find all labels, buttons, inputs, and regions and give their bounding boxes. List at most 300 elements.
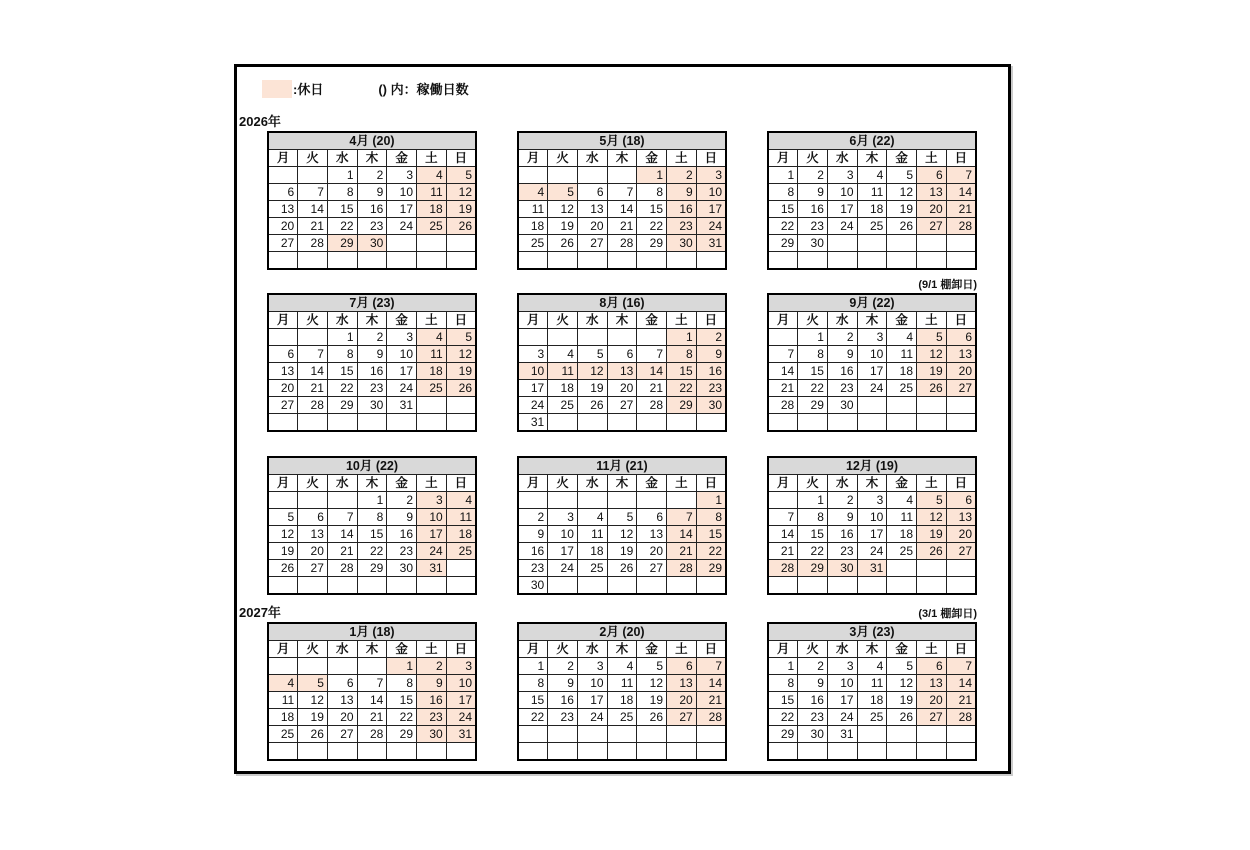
day-cell: 11 — [887, 509, 917, 526]
day-cell: 23 — [827, 380, 857, 397]
day-cell: 16 — [827, 363, 857, 380]
empty-cell — [857, 397, 887, 414]
day-cell: 13 — [327, 692, 357, 709]
day-cell: 21 — [768, 380, 798, 397]
empty-cell — [696, 577, 726, 595]
day-cell: 9 — [548, 675, 578, 692]
day-cell: 9 — [387, 509, 417, 526]
day-cell: 23 — [667, 218, 697, 235]
day-cell: 8 — [768, 675, 798, 692]
empty-cell — [857, 743, 887, 760]
empty-cell — [768, 492, 798, 509]
day-cell: 11 — [887, 346, 917, 363]
weekday-header: 月 — [518, 475, 548, 492]
empty-cell — [857, 414, 887, 431]
day-cell: 13 — [637, 526, 667, 543]
day-cell: 18 — [887, 363, 917, 380]
weekday-header: 金 — [637, 150, 667, 167]
empty-cell — [417, 252, 447, 269]
day-cell: 18 — [417, 363, 447, 380]
day-cell: 28 — [637, 397, 667, 414]
empty-cell — [607, 167, 637, 184]
day-cell: 30 — [387, 560, 417, 577]
weekday-header: 火 — [298, 475, 328, 492]
day-cell: 1 — [768, 658, 798, 675]
day-cell: 11 — [446, 509, 476, 526]
empty-cell — [637, 492, 667, 509]
day-cell: 13 — [607, 363, 637, 380]
day-cell: 21 — [327, 543, 357, 560]
weekday-header: 木 — [857, 312, 887, 329]
weekday-header: 水 — [327, 475, 357, 492]
day-cell: 28 — [327, 560, 357, 577]
day-cell: 26 — [268, 560, 298, 577]
empty-cell — [667, 726, 697, 743]
empty-cell — [946, 414, 976, 431]
day-cell: 16 — [696, 363, 726, 380]
empty-cell — [887, 577, 917, 594]
day-cell: 12 — [446, 346, 476, 363]
day-cell: 16 — [417, 692, 447, 709]
day-cell: 23 — [827, 543, 857, 560]
legend-holiday-label: :休日 — [293, 82, 324, 97]
empty-cell — [637, 577, 667, 595]
empty-cell — [298, 252, 328, 269]
day-cell: 27 — [327, 726, 357, 743]
day-cell: 20 — [946, 526, 976, 543]
weekday-header: 木 — [607, 150, 637, 167]
day-cell: 8 — [387, 675, 417, 692]
empty-cell — [298, 414, 328, 431]
empty-cell — [518, 492, 548, 509]
day-cell: 7 — [768, 509, 798, 526]
day-cell: 5 — [637, 658, 667, 675]
calendar-frame — [234, 64, 1011, 774]
empty-cell — [917, 397, 947, 414]
day-cell: 9 — [798, 675, 828, 692]
day-cell: 7 — [357, 675, 387, 692]
day-cell: 27 — [946, 543, 976, 560]
empty-cell — [917, 726, 947, 743]
day-cell: 15 — [768, 201, 798, 218]
day-cell: 10 — [696, 184, 726, 201]
day-cell: 19 — [607, 543, 637, 560]
day-cell: 18 — [857, 692, 887, 709]
day-cell: 24 — [548, 560, 578, 577]
day-cell: 5 — [577, 346, 607, 363]
day-cell: 27 — [917, 709, 947, 726]
weekday-header: 水 — [827, 312, 857, 329]
day-cell: 19 — [548, 218, 578, 235]
empty-cell — [548, 329, 578, 346]
empty-cell — [917, 560, 947, 577]
day-cell: 9 — [827, 346, 857, 363]
month-title: 7月 (23) — [268, 294, 476, 312]
day-cell: 28 — [607, 235, 637, 252]
empty-cell — [268, 329, 298, 346]
empty-cell — [887, 414, 917, 431]
day-cell: 20 — [298, 543, 328, 560]
empty-cell — [887, 235, 917, 252]
month-title: 12月 (19) — [768, 457, 976, 475]
empty-cell — [946, 235, 976, 252]
month-calendar-420 — [267, 131, 477, 270]
empty-cell — [946, 577, 976, 594]
empty-cell — [607, 726, 637, 743]
weekday-header: 月 — [518, 312, 548, 329]
weekday-header: 水 — [827, 150, 857, 167]
day-cell: 4 — [417, 167, 447, 184]
day-cell: 26 — [607, 560, 637, 577]
day-cell: 6 — [327, 675, 357, 692]
day-cell: 22 — [327, 218, 357, 235]
day-cell: 28 — [298, 397, 328, 414]
day-cell: 22 — [667, 380, 697, 397]
empty-cell — [518, 743, 548, 760]
day-cell: 20 — [917, 201, 947, 218]
day-cell: 14 — [607, 201, 637, 218]
weekday-header: 月 — [768, 641, 798, 658]
day-cell: 28 — [768, 560, 798, 577]
day-cell: 12 — [298, 692, 328, 709]
day-cell: 19 — [887, 692, 917, 709]
empty-cell — [857, 577, 887, 594]
empty-cell — [548, 414, 578, 432]
day-cell: 2 — [518, 509, 548, 526]
empty-cell — [637, 414, 667, 432]
day-cell: 30 — [798, 726, 828, 743]
day-cell: 9 — [518, 526, 548, 543]
day-cell: 18 — [417, 201, 447, 218]
empty-cell — [387, 743, 417, 760]
weekday-header: 土 — [917, 312, 947, 329]
day-cell: 20 — [946, 363, 976, 380]
day-cell: 6 — [607, 346, 637, 363]
day-cell: 3 — [857, 492, 887, 509]
day-cell: 8 — [798, 509, 828, 526]
day-cell: 7 — [298, 346, 328, 363]
empty-cell — [667, 577, 697, 595]
empty-cell — [946, 743, 976, 760]
day-cell: 19 — [298, 709, 328, 726]
day-cell: 14 — [946, 675, 976, 692]
day-cell: 25 — [548, 397, 578, 414]
empty-cell — [387, 235, 417, 252]
day-cell: 6 — [917, 167, 947, 184]
day-cell: 2 — [696, 329, 726, 346]
month-calendar-816 — [517, 293, 727, 432]
day-cell: 1 — [327, 329, 357, 346]
weekday-header: 木 — [607, 312, 637, 329]
day-cell: 19 — [268, 543, 298, 560]
day-cell: 6 — [637, 509, 667, 526]
day-cell: 24 — [387, 380, 417, 397]
day-cell: 26 — [637, 709, 667, 726]
day-cell: 5 — [607, 509, 637, 526]
month-title: 1月 (18) — [268, 623, 476, 641]
weekday-header: 土 — [917, 150, 947, 167]
day-cell: 21 — [946, 692, 976, 709]
month-calendar-723 — [267, 293, 477, 432]
day-cell: 27 — [637, 560, 667, 577]
empty-cell — [327, 414, 357, 431]
day-cell: 6 — [268, 346, 298, 363]
empty-cell — [946, 560, 976, 577]
month-title: 9月 (22) — [768, 294, 976, 312]
empty-cell — [696, 414, 726, 432]
empty-cell — [827, 743, 857, 760]
empty-cell — [917, 252, 947, 269]
day-cell: 4 — [268, 675, 298, 692]
weekday-header: 月 — [518, 150, 548, 167]
day-cell: 8 — [327, 346, 357, 363]
day-cell: 3 — [387, 167, 417, 184]
month-calendar-622 — [767, 131, 977, 270]
day-cell: 21 — [607, 218, 637, 235]
day-cell: 6 — [946, 492, 976, 509]
day-cell: 17 — [827, 692, 857, 709]
day-cell: 25 — [518, 235, 548, 252]
day-cell: 1 — [518, 658, 548, 675]
day-cell: 15 — [518, 692, 548, 709]
day-cell: 6 — [917, 658, 947, 675]
day-cell: 14 — [298, 201, 328, 218]
day-cell: 29 — [768, 235, 798, 252]
empty-cell — [827, 577, 857, 594]
inventory-day-note: (9/1 棚卸日) — [918, 279, 977, 291]
empty-cell — [298, 743, 328, 760]
day-cell: 10 — [827, 675, 857, 692]
day-cell: 25 — [417, 218, 447, 235]
day-cell: 31 — [518, 414, 548, 432]
month-calendar-1219 — [767, 456, 977, 595]
empty-cell — [327, 658, 357, 675]
day-cell: 4 — [548, 346, 578, 363]
day-cell: 31 — [857, 560, 887, 577]
day-cell: 29 — [667, 397, 697, 414]
empty-cell — [577, 577, 607, 595]
holiday-color-swatch — [262, 80, 292, 98]
day-cell: 2 — [827, 329, 857, 346]
month-calendar-1022 — [267, 456, 477, 595]
weekday-header: 月 — [268, 150, 298, 167]
day-cell: 13 — [577, 201, 607, 218]
day-cell: 27 — [577, 235, 607, 252]
empty-cell — [946, 252, 976, 269]
day-cell: 15 — [667, 363, 697, 380]
weekday-header: 日 — [696, 641, 726, 658]
day-cell: 3 — [387, 329, 417, 346]
day-cell: 23 — [357, 218, 387, 235]
day-cell: 9 — [667, 184, 697, 201]
day-cell: 6 — [946, 329, 976, 346]
weekday-header: 日 — [696, 475, 726, 492]
weekday-header: 月 — [768, 150, 798, 167]
day-cell: 11 — [607, 675, 637, 692]
empty-cell — [446, 560, 476, 577]
day-cell: 10 — [827, 184, 857, 201]
day-cell: 25 — [607, 709, 637, 726]
empty-cell — [798, 252, 828, 269]
day-cell: 16 — [827, 526, 857, 543]
day-cell: 17 — [857, 363, 887, 380]
empty-cell — [268, 414, 298, 431]
day-cell: 10 — [387, 346, 417, 363]
day-cell: 30 — [798, 235, 828, 252]
empty-cell — [387, 252, 417, 269]
day-cell: 12 — [917, 346, 947, 363]
day-cell: 16 — [518, 543, 548, 560]
day-cell: 5 — [548, 184, 578, 201]
month-title: 4月 (20) — [268, 132, 476, 150]
empty-cell — [548, 167, 578, 184]
empty-cell — [696, 252, 726, 269]
empty-cell — [798, 414, 828, 431]
day-cell: 11 — [417, 346, 447, 363]
day-cell: 15 — [357, 526, 387, 543]
day-cell: 30 — [357, 235, 387, 252]
empty-cell — [577, 414, 607, 432]
weekday-header: 水 — [327, 641, 357, 658]
weekday-header: 月 — [768, 312, 798, 329]
weekday-header: 金 — [887, 312, 917, 329]
day-cell: 7 — [637, 346, 667, 363]
day-cell: 4 — [417, 329, 447, 346]
day-cell: 29 — [768, 726, 798, 743]
empty-cell — [768, 414, 798, 431]
day-cell: 25 — [268, 726, 298, 743]
month-title: 11月 (21) — [518, 457, 726, 475]
day-cell: 20 — [268, 218, 298, 235]
day-cell: 19 — [637, 692, 667, 709]
day-cell: 7 — [696, 658, 726, 675]
empty-cell — [917, 235, 947, 252]
empty-cell — [607, 577, 637, 595]
day-cell: 16 — [798, 201, 828, 218]
day-cell: 13 — [946, 509, 976, 526]
day-cell: 9 — [798, 184, 828, 201]
weekday-header: 日 — [446, 641, 476, 658]
day-cell: 17 — [548, 543, 578, 560]
empty-cell — [357, 658, 387, 675]
day-cell: 15 — [327, 363, 357, 380]
day-cell: 10 — [577, 675, 607, 692]
day-cell: 2 — [417, 658, 447, 675]
weekday-header: 金 — [637, 312, 667, 329]
day-cell: 3 — [857, 329, 887, 346]
empty-cell — [607, 329, 637, 346]
day-cell: 4 — [607, 658, 637, 675]
day-cell: 23 — [387, 543, 417, 560]
empty-cell — [548, 252, 578, 269]
year-label-2027: 2027年 — [239, 605, 281, 620]
weekday-header: 日 — [946, 475, 976, 492]
day-cell: 17 — [827, 201, 857, 218]
empty-cell — [387, 577, 417, 594]
empty-cell — [357, 577, 387, 594]
day-cell: 23 — [798, 218, 828, 235]
empty-cell — [857, 235, 887, 252]
weekday-header: 火 — [548, 150, 578, 167]
weekday-header: 木 — [357, 150, 387, 167]
weekday-header: 金 — [387, 641, 417, 658]
day-cell: 31 — [696, 235, 726, 252]
weekday-header: 日 — [946, 641, 976, 658]
day-cell: 14 — [327, 526, 357, 543]
empty-cell — [887, 397, 917, 414]
day-cell: 22 — [768, 709, 798, 726]
weekday-header: 木 — [357, 312, 387, 329]
day-cell: 2 — [357, 167, 387, 184]
day-cell: 19 — [446, 201, 476, 218]
day-cell: 24 — [827, 709, 857, 726]
day-cell: 4 — [857, 658, 887, 675]
empty-cell — [607, 414, 637, 432]
day-cell: 17 — [696, 201, 726, 218]
day-cell: 21 — [298, 218, 328, 235]
day-cell: 3 — [417, 492, 447, 509]
empty-cell — [577, 329, 607, 346]
day-cell: 21 — [667, 543, 697, 560]
weekday-header: 土 — [417, 641, 447, 658]
empty-cell — [946, 397, 976, 414]
month-title: 2月 (20) — [518, 623, 726, 641]
day-cell: 21 — [298, 380, 328, 397]
day-cell: 24 — [417, 543, 447, 560]
day-cell: 5 — [917, 492, 947, 509]
day-cell: 5 — [917, 329, 947, 346]
weekday-header: 火 — [798, 641, 828, 658]
day-cell: 30 — [827, 560, 857, 577]
empty-cell — [577, 252, 607, 269]
day-cell: 10 — [548, 526, 578, 543]
day-cell: 5 — [446, 167, 476, 184]
day-cell: 17 — [577, 692, 607, 709]
month-title: 6月 (22) — [768, 132, 976, 150]
day-cell: 30 — [357, 397, 387, 414]
day-cell: 24 — [857, 543, 887, 560]
day-cell: 30 — [667, 235, 697, 252]
day-cell: 10 — [857, 346, 887, 363]
weekday-header: 木 — [857, 150, 887, 167]
day-cell: 24 — [857, 380, 887, 397]
day-cell: 12 — [607, 526, 637, 543]
day-cell: 11 — [268, 692, 298, 709]
day-cell: 14 — [298, 363, 328, 380]
day-cell: 2 — [387, 492, 417, 509]
empty-cell — [417, 577, 447, 594]
day-cell: 30 — [417, 726, 447, 743]
legend-working-days-label: () 内：稼働日数 — [378, 82, 469, 97]
day-cell: 29 — [327, 235, 357, 252]
day-cell: 22 — [768, 218, 798, 235]
day-cell: 23 — [798, 709, 828, 726]
empty-cell — [548, 743, 578, 760]
day-cell: 4 — [577, 509, 607, 526]
empty-cell — [667, 492, 697, 509]
empty-cell — [768, 252, 798, 269]
day-cell: 22 — [637, 218, 667, 235]
day-cell: 19 — [887, 201, 917, 218]
weekday-header: 水 — [827, 475, 857, 492]
day-cell: 3 — [696, 167, 726, 184]
day-cell: 1 — [768, 167, 798, 184]
day-cell: 8 — [637, 184, 667, 201]
weekday-header: 土 — [417, 312, 447, 329]
weekday-header: 金 — [637, 641, 667, 658]
day-cell: 15 — [387, 692, 417, 709]
weekday-header: 水 — [577, 641, 607, 658]
